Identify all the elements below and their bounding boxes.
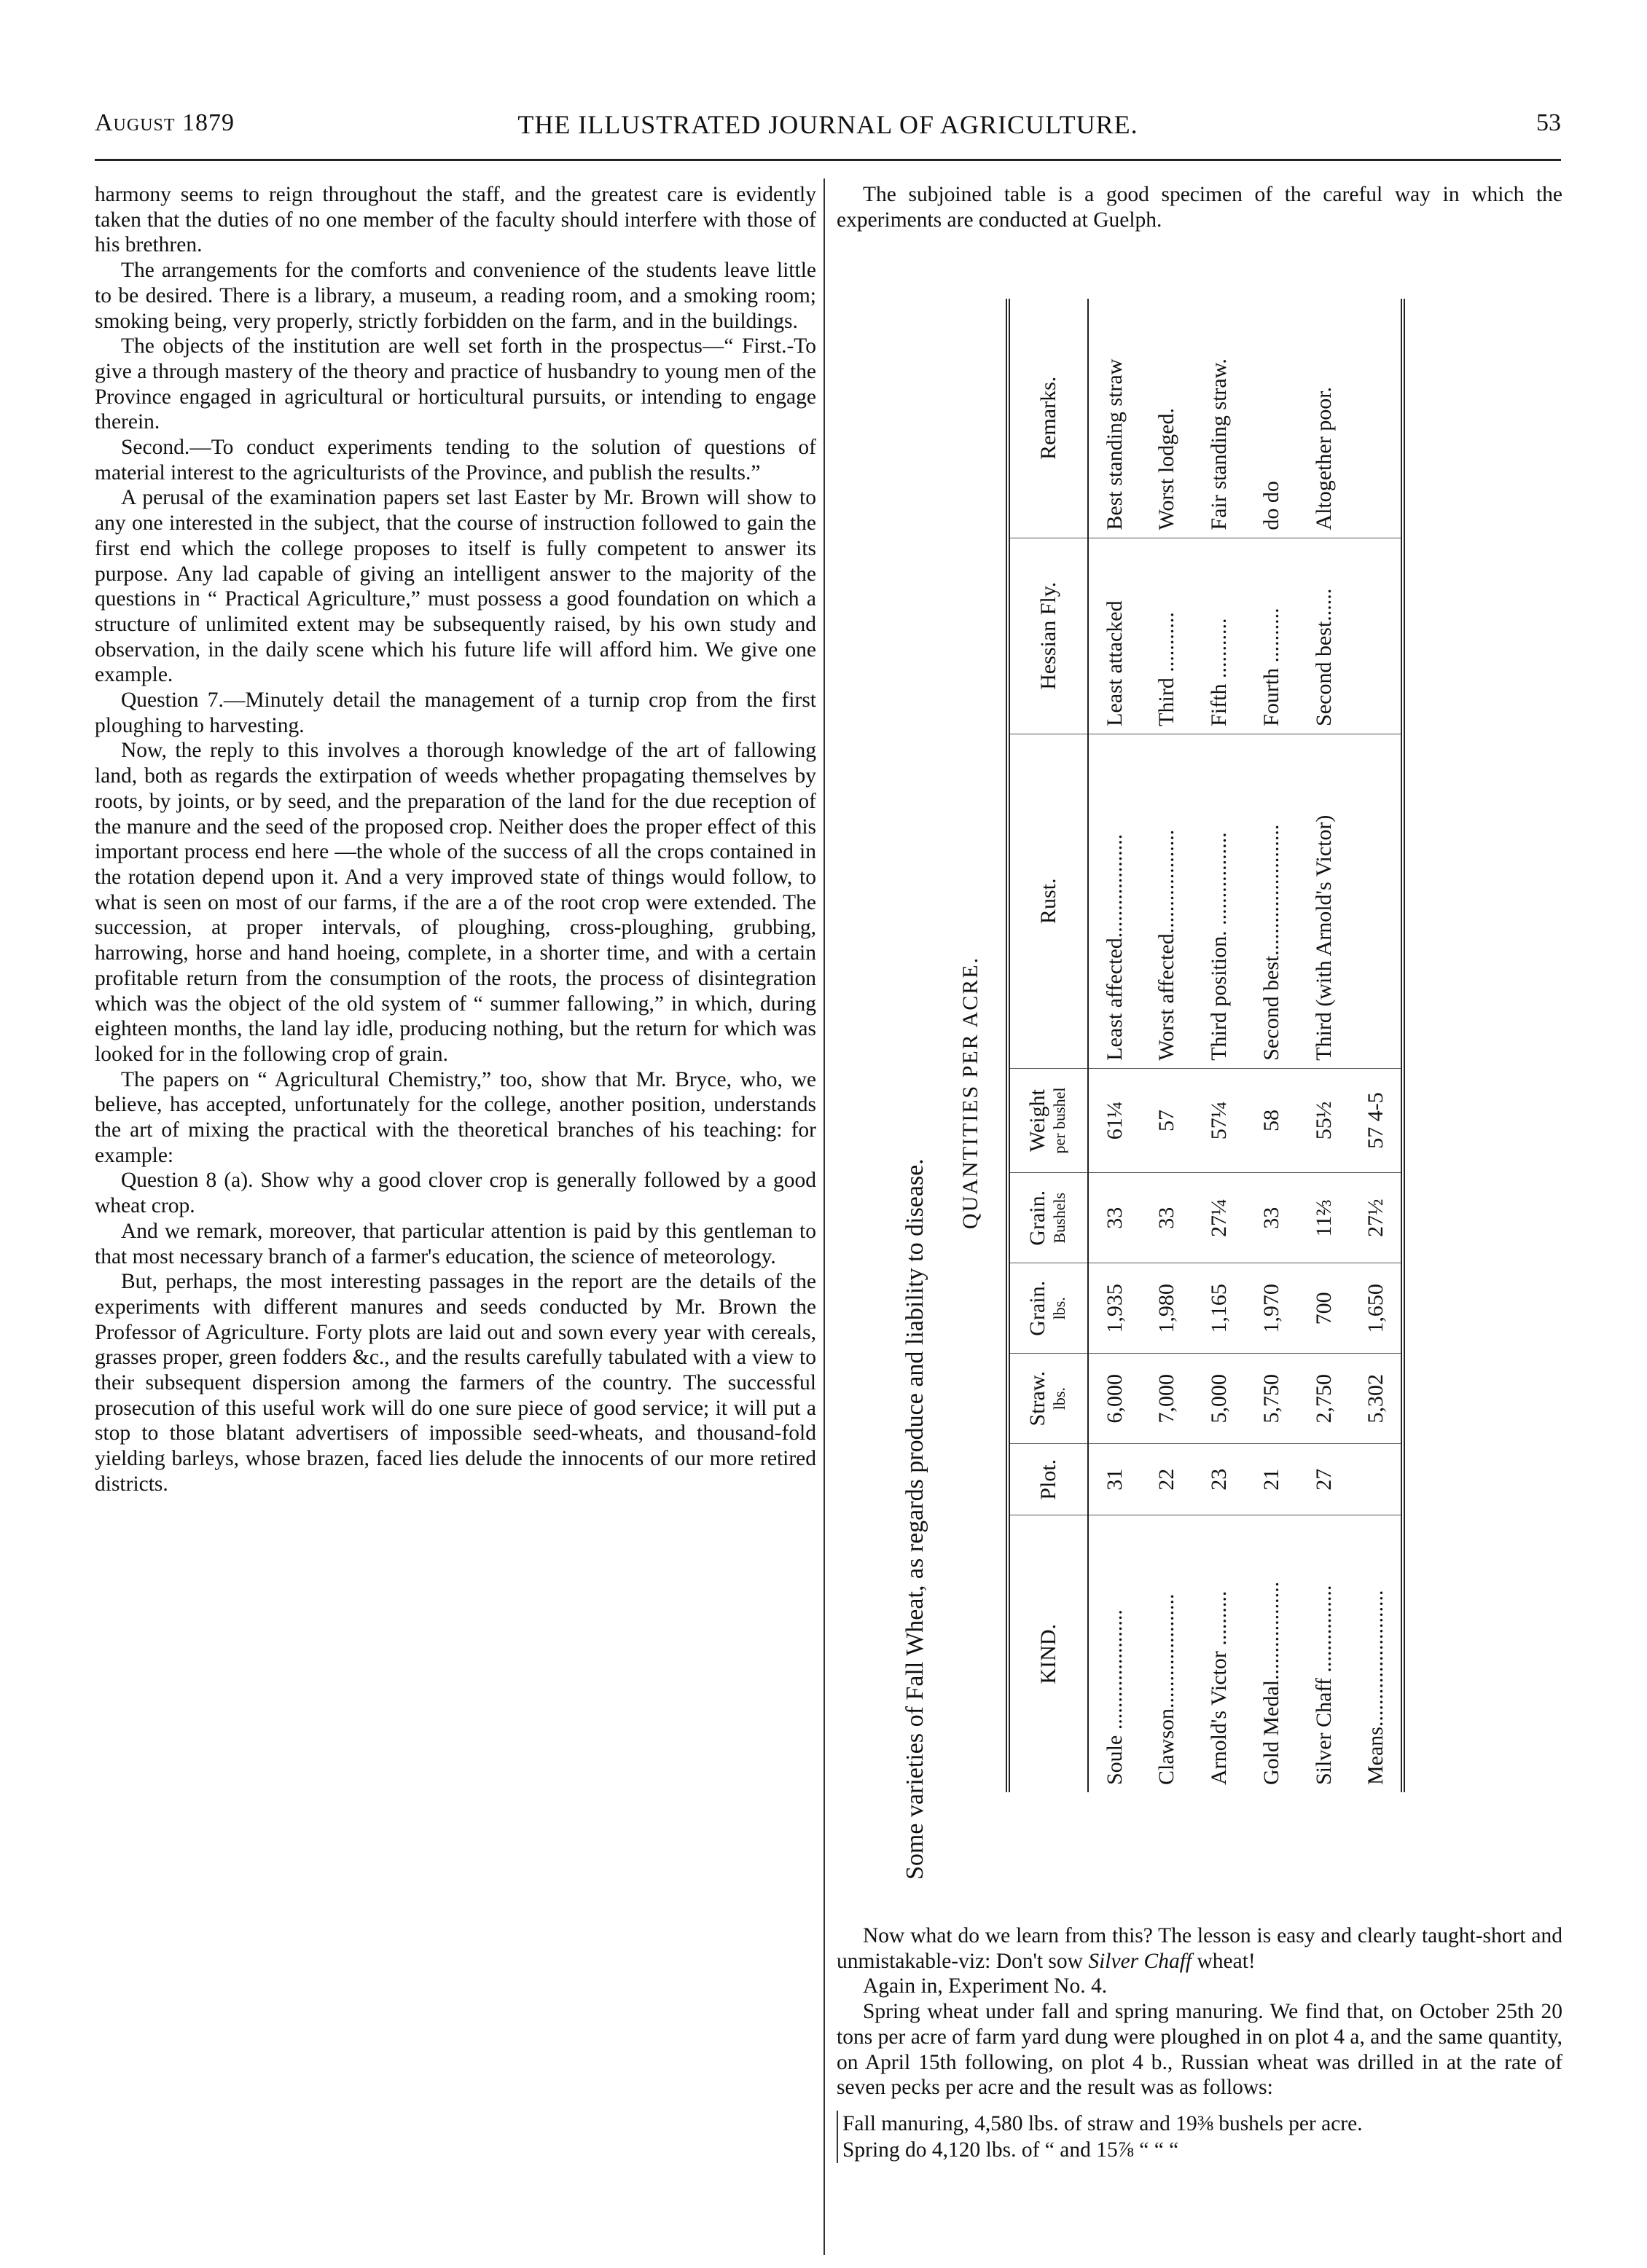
manuring-results — [837, 2111, 1562, 2163]
header-grain — [1008, 1263, 1088, 1354]
header-weight-label: Weight — [1025, 1089, 1049, 1152]
cell-rust: Least affected................... — [1088, 734, 1141, 1068]
paragraph: The papers on “ Agricultural Chemistry,” too, show that Mr. Bryce, who, we believe, has accepted, unfortunately for the college, another position, understands the art of mixing the practical with the theoretical branches of his teaching: for example: — [95, 1067, 816, 1167]
cell-weight: 57¼ — [1193, 1068, 1245, 1173]
header-rust: Rust. — [1008, 734, 1088, 1068]
header-kind: KIND. — [1008, 1515, 1088, 1792]
cell-rust: Third position. ................. — [1193, 734, 1245, 1068]
header-fly: Hessian Fly. — [1008, 538, 1088, 734]
cell-straw: 5,000 — [1193, 1354, 1245, 1444]
cell-fly — [1350, 538, 1403, 734]
cell-plot: 27 — [1298, 1444, 1350, 1515]
cell-weight: 57 — [1141, 1068, 1193, 1173]
table-row — [1245, 299, 1298, 1792]
cell-rust — [1350, 734, 1403, 1068]
cell-grain: 1,650 — [1350, 1263, 1403, 1354]
header-rule — [95, 159, 1561, 161]
cell-bushels: 11⅔ — [1298, 1173, 1350, 1263]
wheat-table-frame — [837, 277, 1562, 1909]
table-caption: Some varieties of Fall Wheat, as regards produce and liability to disease. — [901, 1158, 928, 1880]
header-plot: Plot. — [1008, 1444, 1088, 1515]
header-straw-unit: lbs. — [1050, 1387, 1068, 1410]
cell-grain: 1,935 — [1088, 1263, 1141, 1354]
cell-kind: Means......................... — [1350, 1515, 1403, 1792]
header-grain-unit: lbs. — [1050, 1297, 1068, 1320]
cell-kind: Gold Medal.................. — [1259, 1581, 1283, 1785]
table-header-row — [1008, 299, 1088, 1792]
cell-kind: Soule ...................... — [1102, 1609, 1127, 1785]
paragraph — [837, 1923, 1562, 1974]
cell-weight: 57 4-5 — [1350, 1068, 1403, 1173]
cell-grain: 700 — [1298, 1263, 1350, 1354]
cell-weight: 55½ — [1298, 1068, 1350, 1173]
header-weight — [1008, 1068, 1088, 1173]
cell-remarks: Altogether poor. — [1298, 299, 1350, 538]
cell-fly: Fifth ........... — [1193, 538, 1245, 734]
paragraph: Question 8 (a). Show why a good clover crop is generally followed by a good wheat crop. — [95, 1169, 816, 1218]
cell-bushels: 27¼ — [1193, 1173, 1245, 1263]
paragraph: Second.—To conduct experiments tending to the solution of questions of material interest to the agriculturists of the Province, and publish the results.” — [95, 436, 816, 484]
cell-bushels: 33 — [1088, 1173, 1141, 1263]
rotated-table — [901, 284, 1498, 1902]
cell-weight: 58 — [1245, 1068, 1298, 1173]
cell-kind: Arnold's Victor .......... — [1207, 1590, 1231, 1785]
header-straw-label: Straw. — [1025, 1370, 1049, 1427]
post-table-text — [837, 1923, 1562, 2163]
page-number: 53 — [1536, 109, 1561, 136]
cell-fly: Fourth .......... — [1245, 538, 1298, 734]
header-bushels-label: Grain. — [1025, 1190, 1049, 1246]
cell-grain: 1,970 — [1245, 1263, 1298, 1354]
cell-remarks: Worst lodged. — [1141, 299, 1193, 538]
paragraph: The objects of the institution are well set forth in the prospectus—“ First.-To give a through mastery of the theory and practice of husbandry to young men of the Province engaged in agricultural or horticultural pursuits, or intending to engage therein. — [95, 334, 816, 434]
table-subcaption: QUANTITIES PER ACRE. — [958, 956, 982, 1230]
cell-kind: Silver Chaff ................ — [1312, 1585, 1336, 1785]
paragraph: Again in, Experiment No. 4. — [863, 1974, 1108, 1998]
cell-remarks: do do — [1245, 299, 1298, 538]
silver-chaff-italic: Silver Chaff — [1088, 1949, 1192, 1973]
cell-rust: Third (with Arnold's Victor) — [1298, 734, 1350, 1068]
cell-remarks: Fair standing straw. — [1193, 299, 1245, 538]
paragraph: Spring wheat under fall and spring manuring. We find that, on October 25th 20 tons per acre of farm yard dung were ploughed in on plot 4 a, and the same quantity, on April 15th following, on plot 4 b., Russian wheat was drilled in at the rate of seven pecks per acre and the result was as follows: — [837, 2000, 1562, 2100]
cell-fly: Third ........... — [1141, 538, 1193, 734]
cell-fly: Least attacked — [1088, 538, 1141, 734]
lesson-text: Now what do we learn from this? The lesson is easy and clearly taught-short and unmistakable-viz: Don't sow — [837, 1924, 1562, 1973]
paragraph: The arrangements for the comforts and convenience of the students leave little to be desired. There is a library, a museum, a reading room, and a smoking room; smoking being, very properly, strictly forbidden on the farm, and in the buildings. — [95, 259, 816, 333]
paragraph: But, perhaps, the most interesting passages in the report are the details of the experiments with different manures and seeds conducted by Mr. Brown the Professor of Agriculture. Forty plots are laid out and sown every year with cereals, grasses proper, green fodders &c., and the results carefully tabulated with a view to their subsequent dispersion among the farmers of the country. The successful prosecution of this useful work will do one sure piece of good service; it will put a stop to those blatant advertisers of impossible seed-wheats, and thousand-fold yielding barleys, whose brazen, faced lies delude the innocents of our more retired districts. — [95, 1270, 816, 1496]
column-divider — [823, 178, 825, 2255]
cell-straw: 2,750 — [1298, 1354, 1350, 1444]
table-row-means — [1350, 299, 1403, 1792]
table-row — [1141, 299, 1193, 1792]
cell-straw: 7,000 — [1141, 1354, 1193, 1444]
cell-grain: 1,165 — [1193, 1263, 1245, 1354]
cell-plot: 21 — [1245, 1444, 1298, 1515]
cell-straw: 6,000 — [1088, 1354, 1141, 1444]
cell-remarks — [1350, 299, 1403, 538]
cell-straw: 5,750 — [1245, 1354, 1298, 1444]
table-intro: The subjoined table is a good specimen of the careful way in which the experiments are conducted at Guelph. — [837, 183, 1562, 232]
cell-grain: 1,980 — [1141, 1263, 1193, 1354]
cell-bushels: 33 — [1245, 1173, 1298, 1263]
lesson-end: wheat! — [1192, 1949, 1256, 1973]
spring-manuring-result: Spring do 4,120 lbs. of “ and 15⅞ “ “ “ — [842, 2138, 1179, 2162]
cell-plot: 22 — [1141, 1444, 1193, 1515]
table-row — [1088, 299, 1141, 1792]
cell-weight: 61¼ — [1088, 1068, 1141, 1173]
cell-plot — [1350, 1444, 1403, 1515]
paragraph: Now, the reply to this involves a thorough knowledge of the art of fallowing land, both as regards the extirpation of weeds whether propagating themselves by roots, by joints, or by seed, and the preparation of the land for the due reception of the manure and the seed of the proposed crop. Neither does the proper effect of this important process end here —the whole of the success of all the crops contained in the rotation depend upon it. And a very improved state of things would follow, to what is seen on most of our farms, if the are a of the root crop were extended. The succession, at proper intervals, of ploughing, cross-ploughing, grubbing, harrowing, horse and hand hoeing, complete, in a shorter time, and with a certain profitable return from the consumption of the roots, the process of disintegration which was the object of the old system of “ summer fallowing,” in which, during eighteen months, the land lay idle, producing nothing, but the return for which was looked for in the following crop of grain. — [95, 739, 816, 1066]
paragraph: harmony seems to reign throughout the staff, and the greatest care is evidently taken that the duties of no one member of the faculty should interfere with those of his brethren. — [95, 183, 816, 257]
cell-bushels: 33 — [1141, 1173, 1193, 1263]
cell-rust: Second best........................ — [1245, 734, 1298, 1068]
cell-straw: 5,302 — [1350, 1354, 1403, 1444]
header-bushels-unit: Bushels — [1050, 1192, 1068, 1244]
cell-remarks: Best standing straw — [1088, 299, 1141, 538]
issue-date: August 1879 — [95, 109, 235, 136]
running-header — [95, 109, 1561, 146]
fall-manuring-result: Fall manuring, 4,580 lbs. of straw and 19⅜ bushels per acre. — [842, 2111, 1363, 2135]
header-grain-label: Grain. — [1025, 1280, 1049, 1336]
table-row — [1193, 299, 1245, 1792]
wheat-table — [1006, 299, 1405, 1792]
paragraph: A perusal of the examination papers set last Easter by Mr. Brown will show to any one interested in the subject, that the course of instruction followed to gain the first end which the college proposes to itself is fully competent to answer its purpose. Any lad capable of giving an intelligent answer to the majority of the questions in “ Practical Agriculture,” must possess a good foundation on which a structure of unlimited extent may be subsequently raised, by his own study and observation, in the daily scene which his future life will afford him. We give one example. — [95, 486, 816, 687]
cell-bushels: 27½ — [1350, 1173, 1403, 1263]
cell-fly: Second best...... — [1298, 538, 1350, 734]
header-bushels — [1008, 1173, 1088, 1263]
table-row — [1298, 299, 1350, 1792]
journal-title: THE ILLUSTRATED JOURNAL OF AGRICULTURE. — [517, 110, 1138, 139]
cell-kind: Clawson..................... — [1154, 1593, 1178, 1785]
cell-plot: 31 — [1088, 1444, 1141, 1515]
header-straw — [1008, 1354, 1088, 1444]
header-remarks: Remarks. — [1008, 299, 1088, 538]
paragraph: And we remark, moreover, that particular attention is paid by this gentleman to that most necessary branch of a farmer's education, the science of meteorology. — [95, 1219, 816, 1268]
paragraph: Question 7.—Minutely detail the management of a turnip crop from the first ploughing to harvesting. — [95, 688, 816, 737]
right-column — [837, 182, 1562, 2251]
header-weight-unit: per bushel — [1050, 1087, 1068, 1154]
cell-rust: Worst affected................... — [1141, 734, 1193, 1068]
left-column — [95, 182, 816, 2113]
cell-plot: 23 — [1193, 1444, 1245, 1515]
